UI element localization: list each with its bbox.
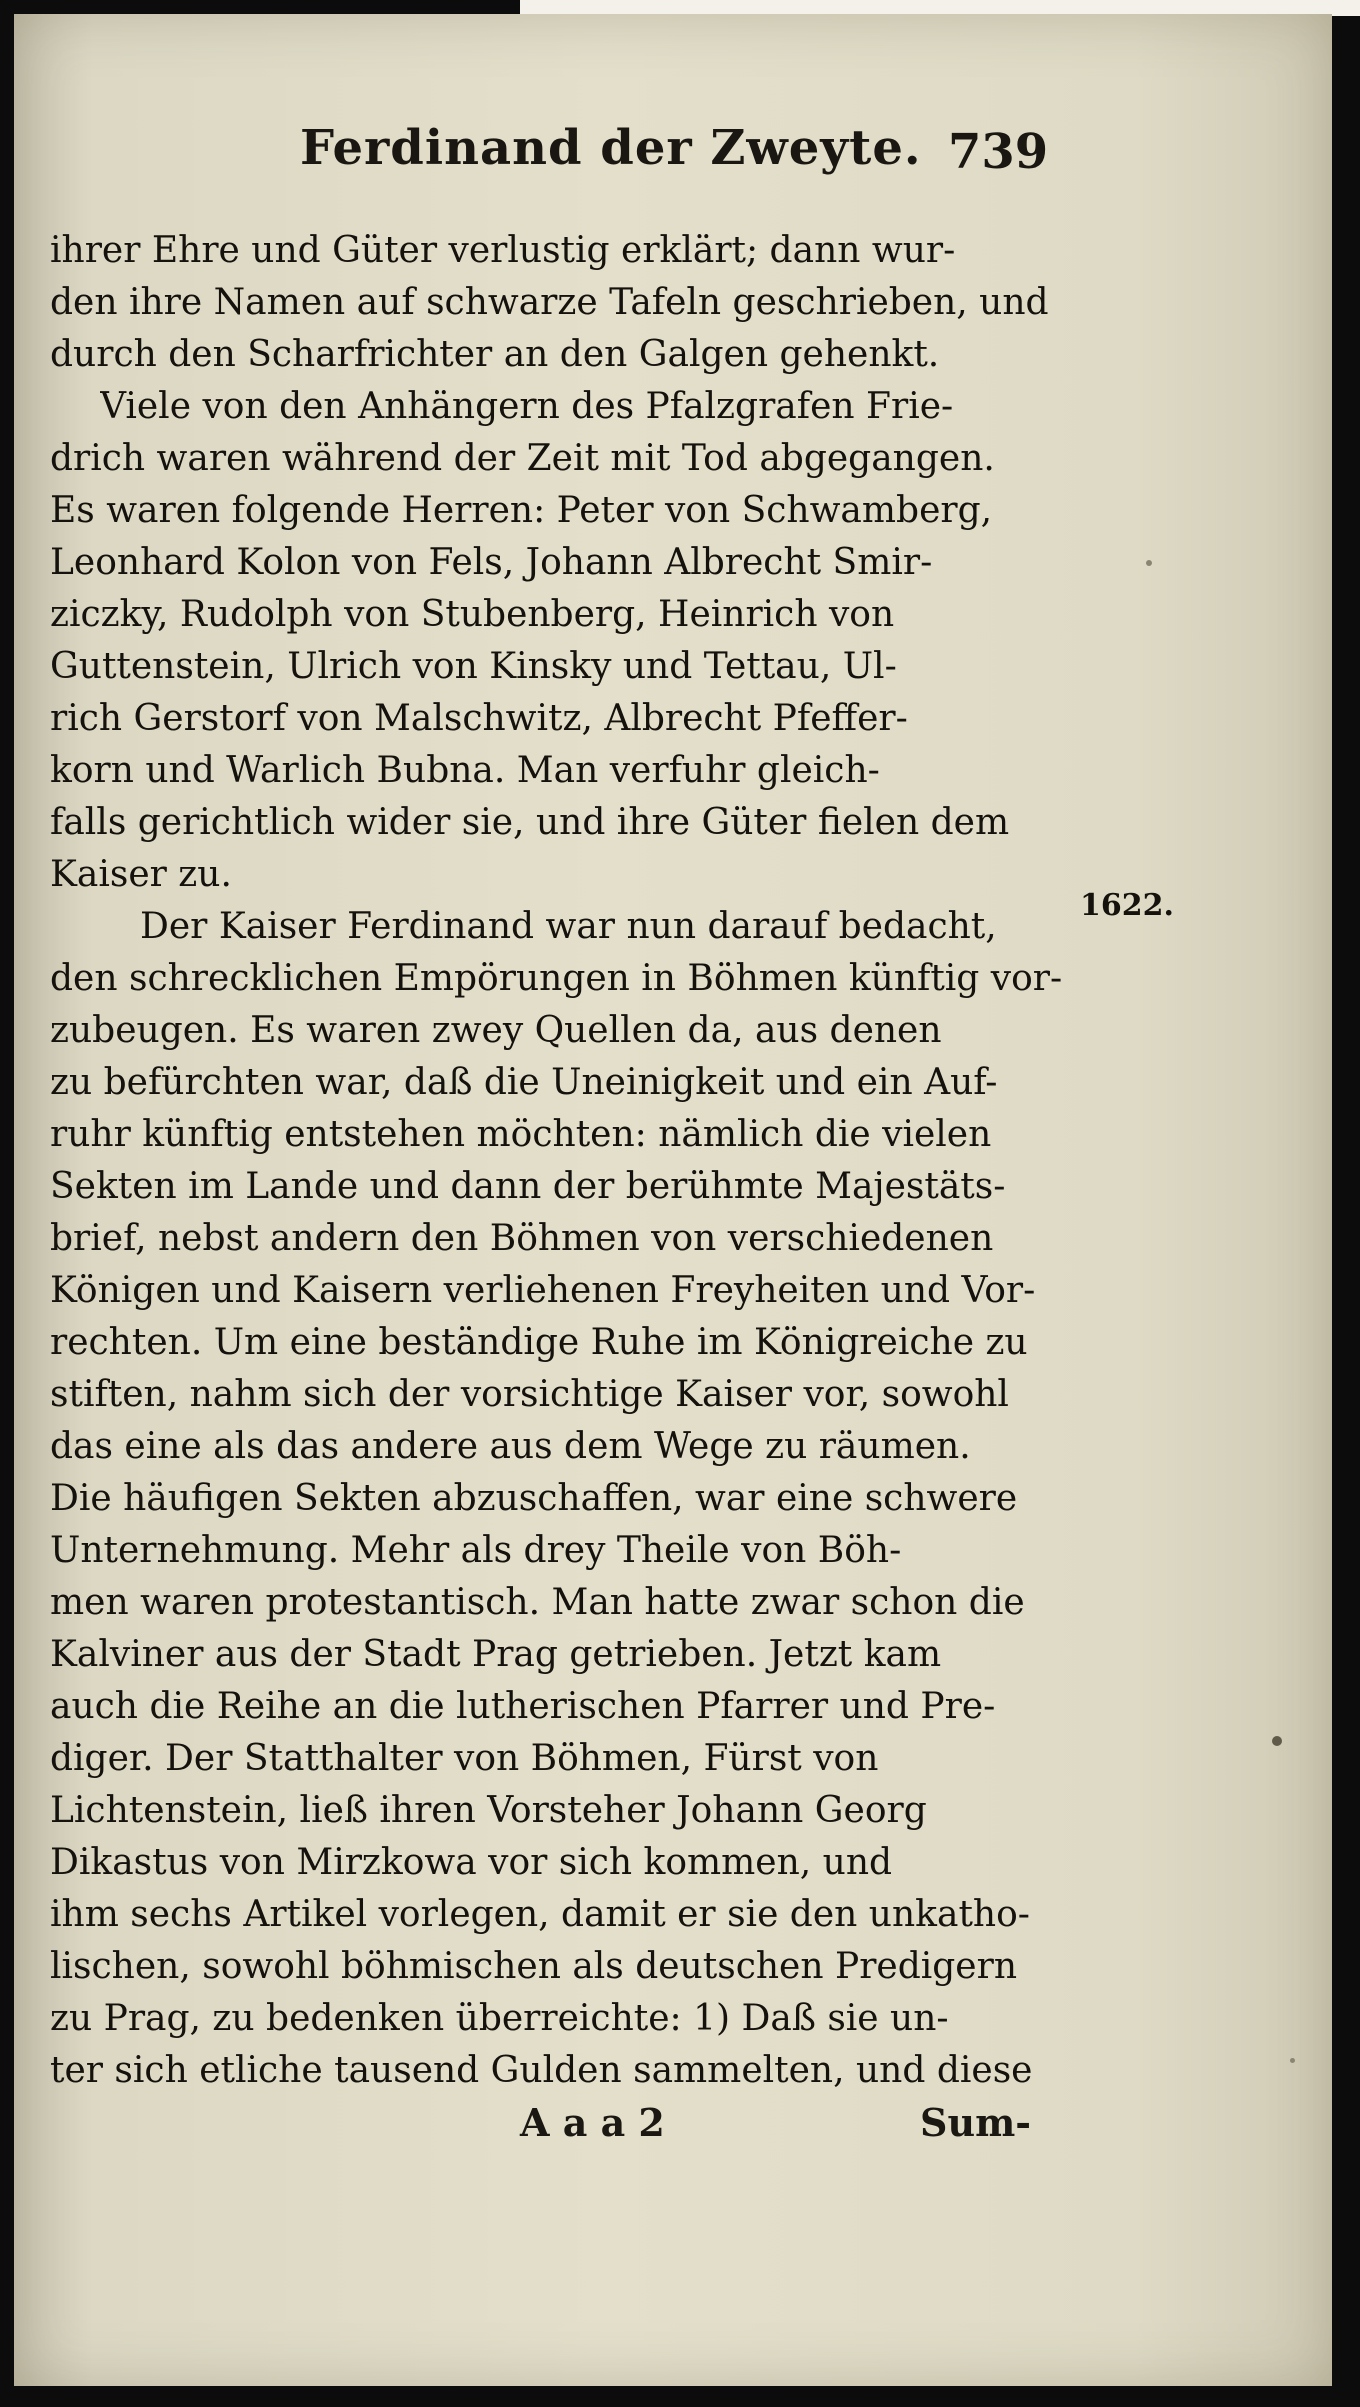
- text-line: Unternehmung. Mehr als drey Theile von Böh-: [50, 1530, 902, 1571]
- text-line: korn und Warlich Bubna. Man verfuhr gleich-: [50, 750, 880, 791]
- text-line: falls gerichtlich wider sie, und ihre Güter fielen dem: [50, 802, 1010, 843]
- signature-mark: A a a 2: [520, 2100, 665, 2145]
- text-line: ter sich etliche tausend Gulden sammelten, und diese: [50, 2050, 1033, 2091]
- text-line: rechten. Um eine beständige Ruhe im Königreiche zu: [50, 1322, 1028, 1363]
- page-number: 739: [948, 124, 1049, 180]
- running-head: Ferdinand der Zweyte.: [300, 120, 922, 176]
- text-line: das eine als das andere aus dem Wege zu räumen.: [50, 1426, 971, 1467]
- text-line: den ihre Namen auf schwarze Tafeln geschrieben, und: [50, 282, 1049, 323]
- text-line: Es waren folgende Herren: Peter von Schwamberg,: [50, 490, 993, 531]
- text-line: diger. Der Statthalter von Böhmen, Fürst von: [50, 1738, 879, 1779]
- text-line: Der Kaiser Ferdinand war nun darauf bedacht,: [140, 906, 997, 947]
- text-line: Königen und Kaisern verliehenen Freyheiten und Vor-: [50, 1270, 1036, 1311]
- text-line: Die häufigen Sekten abzuschaffen, war eine schwere: [50, 1478, 1018, 1519]
- text-line: Dikastus von Mirzkowa vor sich kommen, und: [50, 1842, 893, 1883]
- text-line: ihm sechs Artikel vorlegen, damit er sie den unkatho-: [50, 1894, 1030, 1935]
- margin-year-note: 1622.: [1080, 888, 1174, 923]
- text-line: ihrer Ehre und Güter verlustig erklärt; dann wur-: [50, 230, 956, 271]
- text-line: Viele von den Anhängern des Pfalzgrafen Frie-: [100, 386, 954, 427]
- text-line: durch den Scharfrichter an den Galgen gehenkt.: [50, 334, 940, 375]
- text-line: zubeugen. Es waren zwey Quellen da, aus denen: [50, 1010, 942, 1051]
- paper-speck: [1290, 2058, 1295, 2063]
- text-line: Guttenstein, Ulrich von Kinsky und Tettau, Ul-: [50, 646, 897, 687]
- text-line: ziczky, Rudolph von Stubenberg, Heinrich von: [50, 594, 895, 635]
- text-line: drich waren während der Zeit mit Tod abgegangen.: [50, 438, 995, 479]
- text-line: ruhr künftig entstehen möchten: nämlich die vielen: [50, 1114, 992, 1155]
- paper-speck: [1146, 560, 1152, 566]
- text-line: den schrecklichen Empörungen in Böhmen künftig vor-: [50, 958, 1063, 999]
- text-line: brief, nebst andern den Böhmen von verschiedenen: [50, 1218, 994, 1259]
- text-line: zu Prag, zu bedenken überreichte: 1) Daß sie un-: [50, 1998, 949, 2039]
- text-line: men waren protestantisch. Man hatte zwar schon die: [50, 1582, 1025, 1623]
- text-line: zu befürchten war, daß die Uneinigkeit und ein Auf-: [50, 1062, 998, 1103]
- text-line: rich Gerstorf von Malschwitz, Albrecht Pfeffer-: [50, 698, 908, 739]
- text-line: auch die Reihe an die lutherischen Pfarrer und Pre-: [50, 1686, 996, 1727]
- catchword: Sum-: [920, 2100, 1032, 2145]
- text-line: Leonhard Kolon von Fels, Johann Albrecht Smir-: [50, 542, 933, 583]
- text-line: stiften, nahm sich der vorsichtige Kaiser vor, sowohl: [50, 1374, 1009, 1415]
- text-line: Sekten im Lande und dann der berühmte Majestäts-: [50, 1166, 1006, 1207]
- text-line: Lichtenstein, ließ ihren Vorsteher Johann Georg: [50, 1790, 927, 1831]
- text-line: lischen, sowohl böhmischen als deutschen Predigern: [50, 1946, 1018, 1987]
- paper-speck: [1272, 1736, 1282, 1746]
- text-line: Kaiser zu.: [50, 854, 232, 895]
- text-line: Kalviner aus der Stadt Prag getrieben. Jetzt kam: [50, 1634, 942, 1675]
